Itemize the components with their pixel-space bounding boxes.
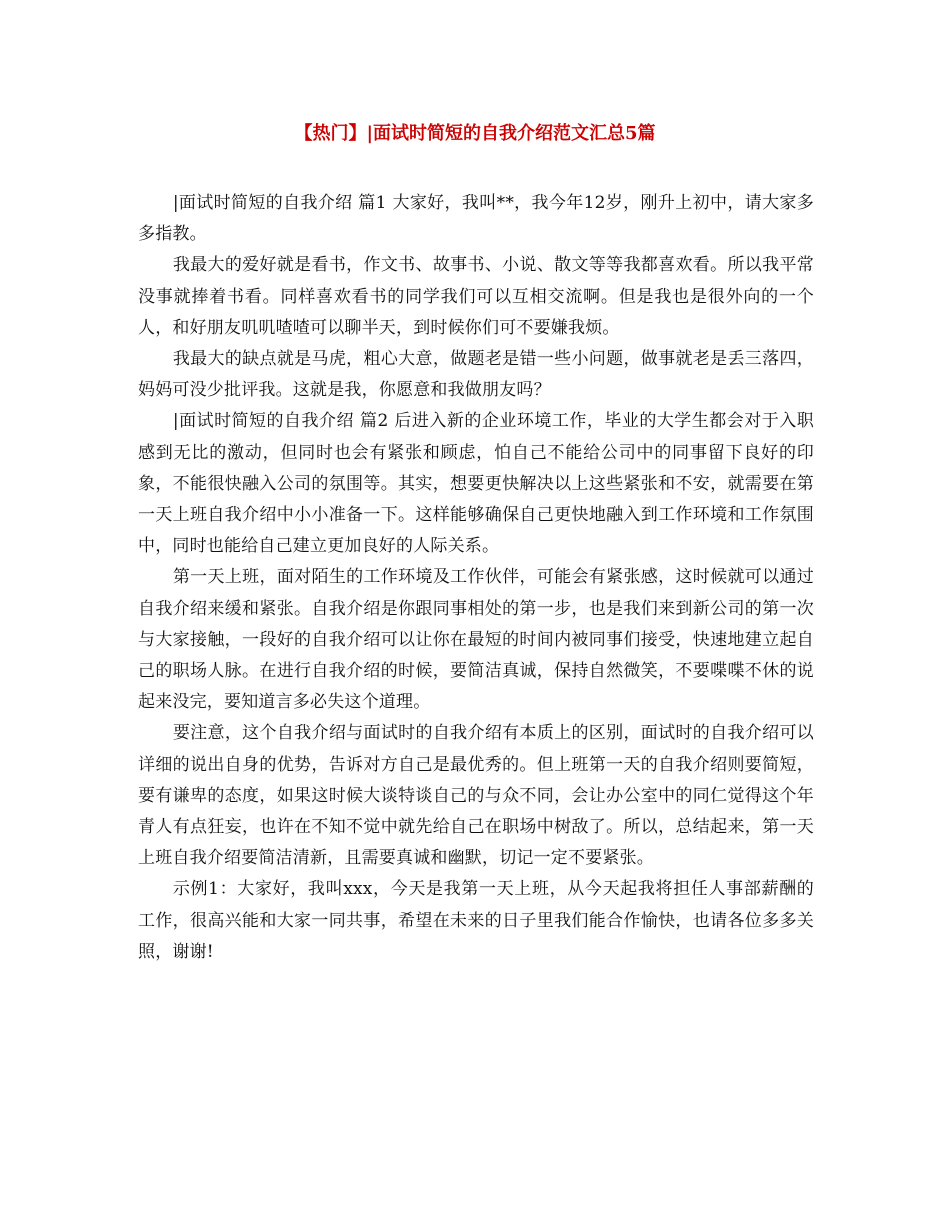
document-title: 【热门】|面试时简短的自我介绍范文汇总5篇 [294, 123, 656, 144]
paragraph-5: 第一天上班，面对陌生的工作环境及工作伙伴，可能会有紧张感，这时候就可以通过自我介绍来缓和紧张。自我介绍是你跟同事相处的第一步，也是我们来到新公司的第一次与大家接触，一段好的自我介绍可以让你在最短的时间内被同事们接受，快速地建立起自己的职场人脉。在进行自我介绍的时候，要简洁真诚，保持自然微笑，不要喋喋不休的说起来没完，要知道言多必失这个道理。 [138, 567, 814, 713]
document-body [138, 188, 814, 968]
paragraph-1: |面试时简短的自我介绍 篇1 大家好，我叫**，我今年12岁，刚升上初中，请大家多多指教。 [138, 193, 814, 245]
paragraph-2: 我最大的爱好就是看书，作文书、故事书、小说、散文等等我都喜欢看。所以我平常没事就捧着书看。同样喜欢看书的同学我们可以互相交流啊。但是我也是很外向的一个人，和好朋友叽叽喳喳可以聊半天，到时候你们可不要嫌我烦。 [138, 255, 814, 338]
paragraph-6: 要注意，这个自我介绍与面试时的自我介绍有本质上的区别，面试时的自我介绍可以详细的说出自身的优势，告诉对方自己是最优秀的。但上班第一天的自我介绍则要简短，要有谦卑的态度，如果这时候大谈特谈自己的与众不同，会让办公室中的同仁觉得这个年青人有点狂妄，也许在不知不觉中就先给自己在职场中树敌了。所以，总结起来，第一天上班自我介绍要简洁清新，且需要真诚和幽默，切记一定不要紧张。 [138, 723, 814, 869]
paragraph-4: |面试时简短的自我介绍 篇2 后进入新的企业环境工作，毕业的大学生都会对于入职感到无比的激动，但同时也会有紧张和顾虑，怕自己不能给公司中的同事留下良好的印象，不能很快融入公司的氛围等。其实，想要更快解决以上这些紧张和不安，就需要在第一天上班自我介绍中小小准备一下。这样能够确保自己更快地融入到工作环境和工作氛围中，同时也能给自己建立更加良好的人际关系。 [138, 411, 814, 557]
paragraph-7: 示例1：大家好，我叫xxx，今天是我第一天上班，从今天起我将担任人事部薪酬的工作，很高兴能和大家一同共事，希望在未来的日子里我们能合作愉快，也请各位多多关照，谢谢! [138, 879, 814, 962]
paragraph-3: 我最大的缺点就是马虎，粗心大意，做题老是错一些小问题，做事就老是丢三落四，妈妈可没少批评我。这就是我，你愿意和我做朋友吗？ [138, 349, 814, 401]
